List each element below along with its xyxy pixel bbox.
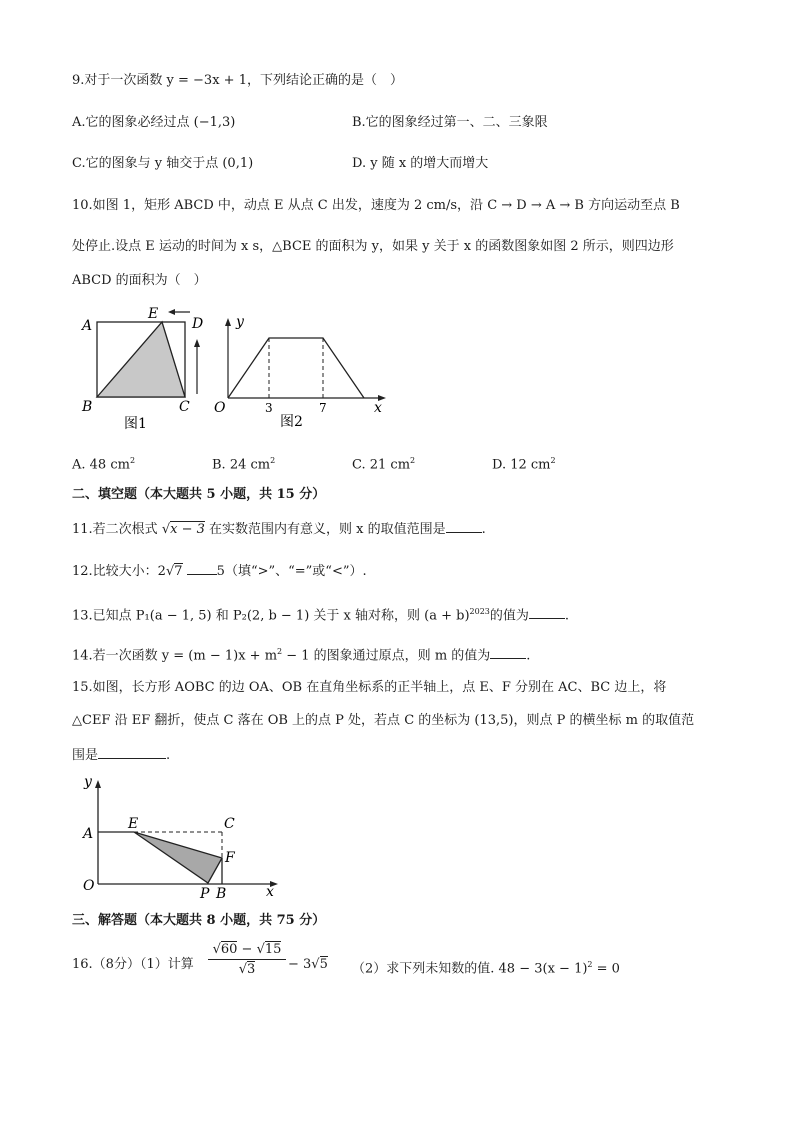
- q10-option-b: B. 24 $cm^2$: [212, 456, 276, 473]
- q10-line3: ABCD 的面积为（ ）: [72, 273, 207, 288]
- q14-answer-blank[interactable]: [490, 646, 526, 659]
- q15-label-a: A: [83, 826, 94, 842]
- q15-label-b: B: [216, 886, 227, 900]
- q10-figure-2: [212, 308, 392, 434]
- q9-option-a: A.它的图象必经过点 (−1,3): [72, 115, 236, 130]
- triangle-bce: [97, 322, 185, 397]
- q15-label-o: O: [83, 878, 95, 894]
- q9-option-d: D. y 随 x 的增大而增大: [352, 156, 489, 171]
- q15-label-x: x: [266, 884, 274, 900]
- fig1-label-d: D: [192, 316, 204, 332]
- fig1-label-e: E: [148, 306, 159, 322]
- q14: 14.若一次函数 $y = (m - 1)x + m^2 - 1$ 的图象通过原点，则 m 的值为 .: [72, 647, 531, 664]
- q9-option-b: B.它的图象经过第一、二、三象限: [352, 115, 548, 130]
- fig2-label-y: y: [236, 314, 244, 330]
- q16-part1-tail: − 3√5: [288, 957, 328, 972]
- q10-option-c: C. 21 $cm^2$: [352, 456, 416, 473]
- q16-part2: （2）求下列未知数的值. $48 - 3(x - 1)^2 = 0$: [352, 960, 620, 977]
- q15-line3: 围是 .: [72, 748, 171, 763]
- fig1-label-a: A: [82, 318, 93, 334]
- q9-option-c: C.它的图象与 y 轴交于点 (0,1): [72, 156, 254, 171]
- q9-stem: 9.对于一次函数 y = −3x + 1，下列结论正确的是（ ）: [72, 73, 403, 88]
- section-3-heading: 三、解答题（本大题共 8 小题，共 75 分）: [72, 913, 326, 928]
- fig2-tick-3: 3: [265, 401, 273, 415]
- q15-label-f: F: [225, 850, 235, 866]
- q10-line1: 10.如图 1，矩形 ABCD 中，动点 E 从点 C 出发，速度为 2 cm/s，沿 C → D → A → B 方向运动至点 B: [72, 198, 680, 213]
- fig2-label-x: x: [374, 400, 382, 416]
- q10-option-d: D. 12 $cm^2$: [492, 456, 556, 473]
- q11-answer-blank[interactable]: [446, 520, 482, 533]
- fig2-function-graph: [228, 338, 364, 398]
- q13: 13.已知点 P₁(a − 1, 5) 和 P₂(2, b − 1) 关于 x 轴对称，则 $(a + b)^{2023}$的值为 .: [72, 607, 570, 624]
- fig1-label-c: C: [179, 399, 190, 415]
- triangle-epf: [134, 832, 222, 883]
- q15-line2: △CEF 沿 EF 翻折，使点 C 落在 OB 上的点 P 处，若点 C 的坐标为 (13,5)，则点 P 的横坐标 m 的取值范: [72, 713, 695, 728]
- q15-label-y: y: [84, 774, 92, 790]
- q10-line2: 处停止.设点 E 运动的时间为 x s，△BCE 的面积为 y，如果 y 关于 x 的函数图象如图 2 所示，则四边形: [72, 239, 674, 254]
- q15-label-e: E: [128, 816, 139, 832]
- q15-label-c: C: [224, 816, 235, 832]
- section-2-heading: 二、填空题（本大题共 5 小题，共 15 分）: [72, 487, 326, 502]
- q15-answer-blank[interactable]: [98, 746, 166, 759]
- q15-figure: [76, 770, 286, 900]
- q12-answer-blank[interactable]: [187, 562, 217, 575]
- fig1-label-b: B: [82, 399, 93, 415]
- q15-label-p: P: [200, 886, 210, 900]
- fig1-caption: 图1: [124, 416, 147, 432]
- q10-figure-1: [76, 304, 212, 434]
- fig2-tick-7: 7: [319, 401, 327, 415]
- fig2-caption: 图2: [280, 414, 303, 430]
- q13-answer-blank[interactable]: [529, 606, 565, 619]
- q16-numerator: √60 − √15: [208, 942, 286, 960]
- q16-fraction: [208, 942, 286, 977]
- q12: 12.比较大小：2√7 5（填“>”、“=”或“<”）.: [72, 564, 367, 579]
- q15-line1: 15.如图，长方形 AOBC 的边 OA、OB 在直角坐标系的正半轴上，点 E、F 分别在 AC、BC 边上，将: [72, 680, 667, 695]
- q10-option-a: A. 48 $cm^2$: [72, 456, 136, 473]
- q16-denominator: √3: [238, 962, 256, 977]
- q16-part1-label: 16.（8分）（1）计算: [72, 957, 194, 972]
- fig2-label-o: O: [214, 400, 226, 416]
- q11: 11.若二次根式 √x − 3 在实数范围内有意义，则 x 的取值范围是 .: [72, 522, 486, 537]
